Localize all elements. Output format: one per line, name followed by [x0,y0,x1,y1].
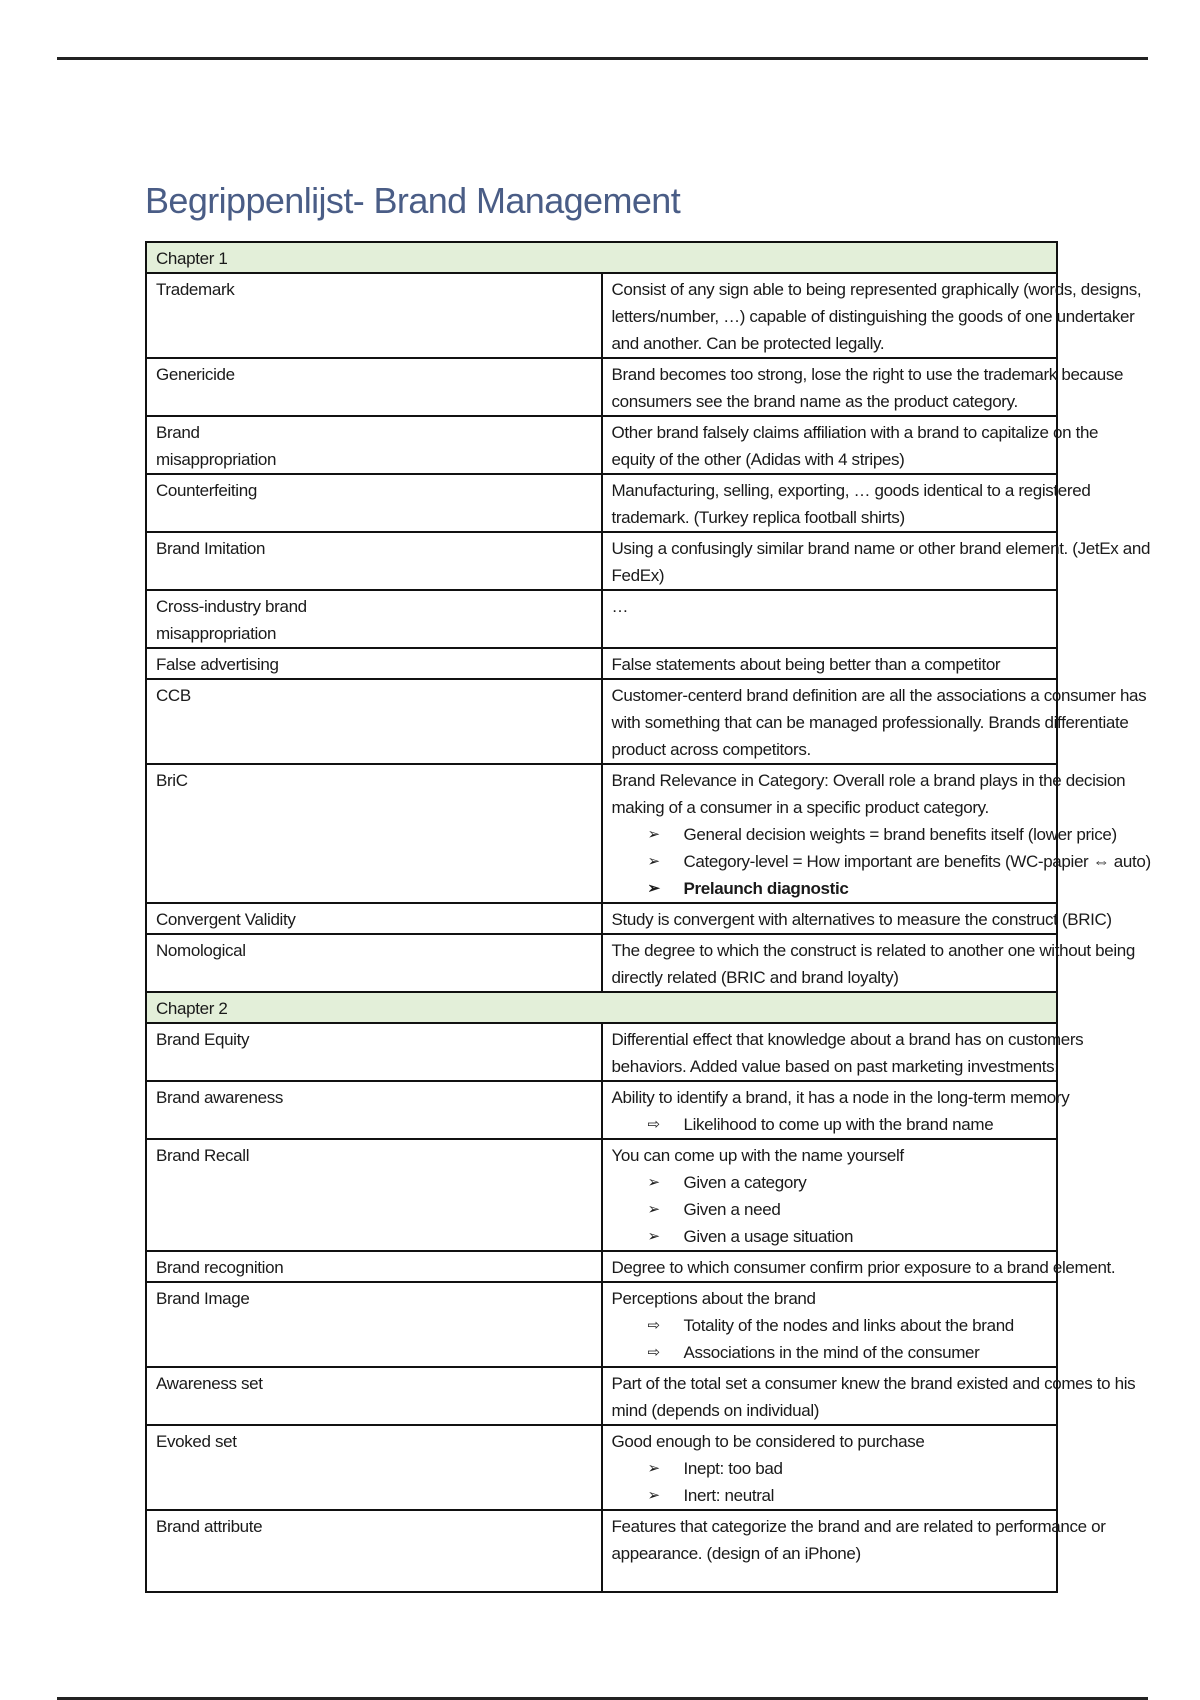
table-row [146,934,1057,992]
table-row [146,273,1057,358]
chapter-header-row [146,242,1057,273]
implies-arrow-icon: ⇨ [647,1344,660,1361]
table-row [146,679,1057,764]
bullet-text: Totality of the nodes and links about the brand [683,1316,1014,1335]
table-row [146,1425,1057,1510]
definition-text: The degree to which the construct is related to another one without being [611,941,1136,960]
definition-cell [602,679,1147,764]
definition-text: Differential effect that knowledge about a brand has on customers [611,1030,1084,1049]
term-cell [146,648,602,679]
term-text: False advertising [156,655,279,674]
definition-cell [602,648,1058,679]
bullet-text: General decision weights = brand benefits itself (lower price) [683,825,1117,844]
definition-cell [602,1251,1116,1282]
table-row [146,358,1057,416]
definition-text: FedEx) [611,566,665,585]
bullet-item [612,875,1048,902]
arrowhead-bullet-icon: ➢ [647,1487,660,1504]
definition-cell [602,934,1136,992]
bullet-text: Likelihood to come up with the brand name [683,1115,994,1134]
term-cell [146,1282,602,1367]
term-text: Brand awareness [156,1088,284,1107]
term-text: Nomological [156,941,246,960]
definition-text: You can come up with the name yourself [611,1146,904,1165]
table-row [146,764,1057,903]
term-text: Brand Image [156,1289,250,1308]
term-text: misappropriation [156,624,277,643]
term-cell [146,474,602,532]
implies-arrow-icon: ⇨ [647,1116,660,1133]
term-text: Counterfeiting [156,481,257,500]
definition-text: letters/number, …) capable of distinguishing the goods of one undertaker [611,307,1135,326]
bullet-item [612,1223,1048,1250]
table-row [146,1510,1057,1592]
definition-cell [602,1510,1106,1592]
definition-text: False statements about being better than a competitor [611,655,1001,674]
page-title: Begrippenlijst- Brand Management [145,180,681,221]
table-row [146,416,1057,474]
definition-text: directly related (BRIC and brand loyalty) [611,968,899,987]
bullet-text: Category-level = How important are benefits (WC-papier ⇔ auto) [683,852,1151,871]
term-text: Brand Imitation [156,539,266,558]
definition-cell [602,273,1142,358]
definition-text: making of a consumer in a specific product category. [611,798,989,817]
definition-cell [602,1425,1058,1510]
table-row [146,532,1057,590]
arrowhead-bullet-icon: ➢ [647,1460,660,1477]
term-text: Brand attribute [156,1517,263,1536]
definition-text: Features that categorize the brand and are related to performance or [611,1517,1106,1536]
term-cell [146,679,602,764]
bullet-item [612,1339,1048,1366]
definition-text: with something that can be managed professionally. Brands differentiate [611,713,1129,732]
definition-text: Manufacturing, selling, exporting, … goods identical to a registered [611,481,1091,500]
term-cell [146,1081,602,1139]
term-cell [146,590,602,648]
table-row [146,1139,1057,1251]
definition-cell [602,903,1112,934]
bullet-text: Given a usage situation [683,1227,854,1246]
table-row [146,1023,1057,1081]
table-row [146,590,1057,648]
table-row [146,1251,1057,1282]
term-text: Brand [156,423,200,442]
definition-text: mind (depends on individual) [611,1401,820,1420]
definition-text: Other brand falsely claims affiliation with a brand to capitalize on the [611,423,1099,442]
definition-cell [602,764,1151,903]
definition-cell [602,1282,1058,1367]
definition-text: Good enough to be considered to purchase [611,1432,925,1451]
chapter-heading: Chapter 2 [146,992,1057,1023]
definition-cell [602,1023,1084,1081]
definition-text: Brand becomes too strong, lose the right to use the trademark because [611,365,1124,384]
bullet-item [612,1312,1048,1339]
arrowhead-bullet-icon: ➢ [647,880,660,897]
definition-cell [602,532,1151,590]
bullet-item [612,1455,1048,1482]
chapter-heading: Chapter 1 [146,242,1057,273]
definition-text: trademark. (Turkey replica football shirts) [611,508,905,527]
arrowhead-bullet-icon: ➢ [647,1174,660,1191]
definition-text: behaviors. Added value based on past marketing investments; [611,1057,1059,1076]
bullet-text: Inept: too bad [683,1459,783,1478]
term-cell [146,1023,602,1081]
term-cell [146,1367,602,1425]
bullet-text: Associations in the mind of the consumer [683,1343,980,1362]
table-row [146,1081,1057,1139]
bullet-item [612,1169,1048,1196]
term-cell [146,764,602,903]
definition-text: Perceptions about the brand [611,1289,816,1308]
definition-text: Ability to identify a brand, it has a node in the long-term memory [611,1088,1070,1107]
definition-text: … [611,597,629,616]
table-row [146,1367,1057,1425]
definition-cell [602,474,1091,532]
definition-text: Part of the total set a consumer knew the brand existed and comes to his [611,1374,1136,1393]
definition-text: Study is convergent with alternatives to measure the construct (BRIC) [611,910,1112,929]
bullet-item [612,848,1151,875]
definition-text: product across competitors. [611,740,811,759]
term-text: Brand Recall [156,1146,250,1165]
term-text: misappropriation [156,450,277,469]
bullet-text: Given a category [683,1173,807,1192]
arrowhead-bullet-icon: ➢ [647,1201,660,1218]
term-text: Trademark [156,280,235,299]
arrowhead-bullet-icon: ➢ [647,853,660,870]
definition-text: equity of the other (Adidas with 4 stripes) [611,450,905,469]
definition-cell [602,358,1124,416]
chapter-header-row [146,992,1057,1023]
definition-cell [602,590,1058,648]
definition-cell [602,1367,1136,1425]
term-cell [146,934,602,992]
term-text: Brand recognition [156,1258,284,1277]
term-text: Cross-industry brand [156,597,307,616]
term-text: Awareness set [156,1374,263,1393]
term-cell [146,1251,602,1282]
arrowhead-bullet-icon: ➢ [647,826,660,843]
definition-cell [602,416,1099,474]
definition-text: Brand Relevance in Category: Overall role a brand plays in the decision [611,771,1126,790]
definition-text: consumers see the brand name as the product category. [611,392,1018,411]
term-cell [146,532,602,590]
glossary-table [145,241,1151,1593]
term-cell [146,273,602,358]
table-row [146,474,1057,532]
table-row [146,1282,1057,1367]
bullet-item [612,1482,1048,1509]
header-rule [57,57,1148,60]
bullet-text: Inert: neutral [683,1486,775,1505]
definition-text: and another. Can be protected legally. [611,334,885,353]
term-text: Brand Equity [156,1030,250,1049]
arrowhead-bullet-icon: ➢ [647,1228,660,1245]
term-text: CCB [156,686,191,705]
term-text: Genericide [156,365,235,384]
definition-cell [602,1081,1070,1139]
term-cell [146,1139,602,1251]
definition-cell [602,1139,1058,1251]
bullet-item [612,821,1117,848]
bullet-item [612,1196,1048,1223]
definition-text: Customer-centerd brand definition are all the associations a consumer has [611,686,1147,705]
bullet-item [612,1111,1048,1138]
definition-text: Consist of any sign able to being represented graphically (words, designs, [611,280,1142,299]
table-row [146,648,1057,679]
term-text: BriC [156,771,188,790]
table-row [146,903,1057,934]
term-cell [146,1510,602,1592]
term-cell [146,903,602,934]
definition-text: Degree to which consumer confirm prior exposure to a brand element. [611,1258,1116,1277]
definition-text: appearance. (design of an iPhone) [611,1544,861,1563]
term-cell [146,358,602,416]
bullet-text: Prelaunch diagnostic [683,879,849,898]
term-cell [146,416,602,474]
term-cell [146,1425,602,1510]
definition-text: Using a confusingly similar brand name or other brand element. (JetEx and [611,539,1151,558]
implies-arrow-icon: ⇨ [647,1317,660,1334]
term-text: Evoked set [156,1432,237,1451]
bullet-text: Given a need [683,1200,781,1219]
term-text: Convergent Validity [156,910,296,929]
